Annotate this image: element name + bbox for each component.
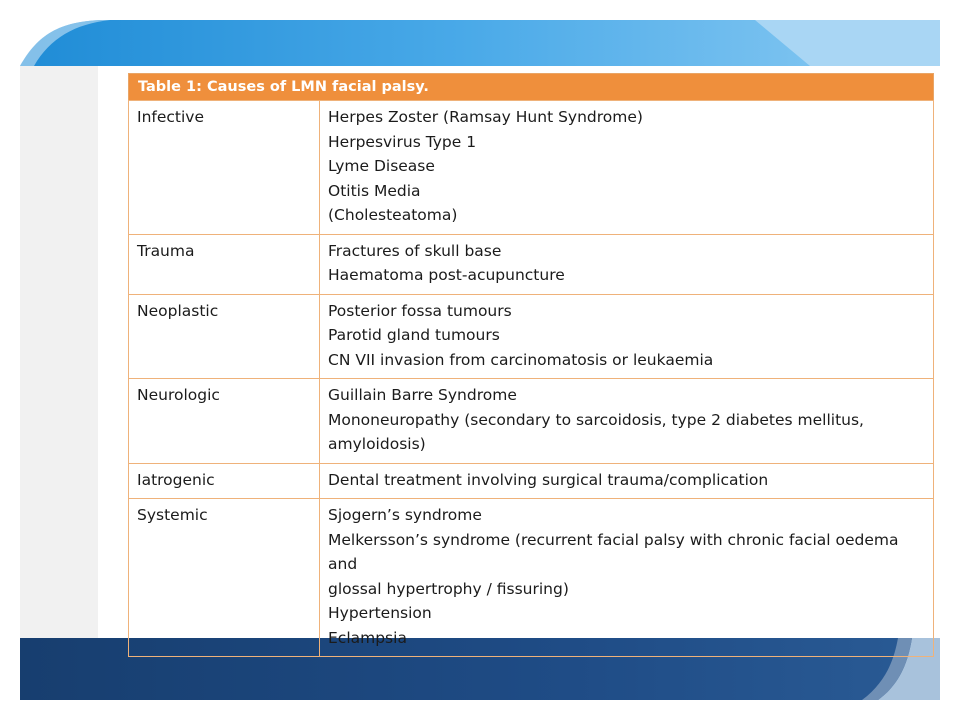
category-cell: Trauma	[129, 234, 320, 294]
table-row-trauma	[129, 234, 934, 294]
cause-item: amyloidosis)	[328, 435, 426, 453]
cause-item: Guillain Barre Syndrome	[328, 386, 517, 404]
cause-item: (Cholesteatoma)	[328, 206, 458, 224]
cause-item: Melkersson’s syndrome (recurrent facial palsy with chronic facial oedema and	[328, 530, 899, 573]
table-row-iatrogenic	[129, 463, 934, 499]
causes-cell	[320, 499, 934, 657]
cause-item: Fractures of skull base	[328, 241, 502, 260]
cause-item: Haematoma post-acupuncture	[328, 266, 565, 284]
cause-item: Otitis Media	[328, 181, 421, 200]
cause-item: Herpes Zoster (Ramsay Hunt Syndrome)	[328, 108, 643, 126]
table-row-neurologic	[129, 379, 934, 464]
cause-item: Parotid gland tumours	[328, 326, 500, 344]
cause-item: glossal hypertrophy / fissuring)	[328, 579, 569, 598]
table-row-infective	[129, 101, 934, 235]
top-banner-main-shape	[20, 20, 820, 66]
table-title: Table 1: Causes of LMN facial palsy.	[128, 73, 934, 100]
causes-cell	[320, 101, 934, 235]
causes-table-container	[128, 73, 933, 657]
cause-item: Herpesvirus Type 1	[328, 132, 477, 151]
causes-cell	[320, 234, 934, 294]
category-cell: Neoplastic	[129, 294, 320, 379]
cause-item: Sjogern’s syndrome	[328, 506, 482, 524]
causes-cell	[320, 294, 934, 379]
cause-item: Mononeuropathy (secondary to sarcoidosis, type 2 diabetes mellitus,	[328, 410, 864, 429]
cause-item: Posterior fossa tumours	[328, 301, 512, 320]
category-cell: Neurologic	[129, 379, 320, 464]
cause-item: CN VII invasion from carcinomatosis or leukaemia	[328, 350, 714, 369]
cause-item: Hypertension	[328, 604, 432, 622]
cause-item: Lyme Disease	[328, 157, 435, 175]
causes-cell	[320, 463, 934, 499]
causes-cell	[320, 379, 934, 464]
top-banner-decoration	[20, 20, 940, 66]
category-cell: Systemic	[129, 499, 320, 657]
cause-item: Dental treatment involving surgical trauma/complication	[328, 470, 769, 489]
table-row-neoplastic	[129, 294, 934, 379]
category-cell: Infective	[129, 101, 320, 235]
cause-item: Eclampsia	[328, 628, 407, 647]
causes-table	[128, 73, 934, 657]
category-cell: Iatrogenic	[129, 463, 320, 499]
table-row-systemic	[129, 499, 934, 657]
